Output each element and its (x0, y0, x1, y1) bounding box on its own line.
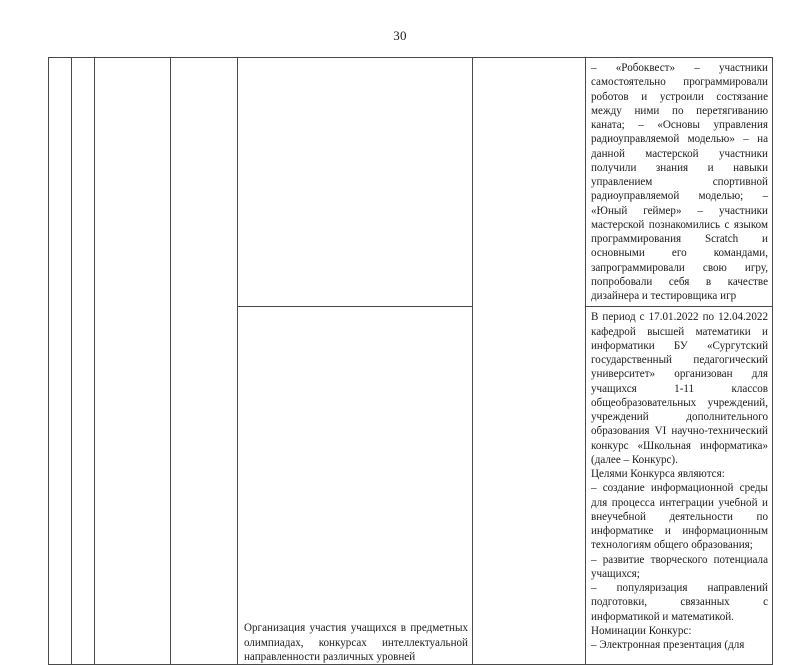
goal-item: – развитие творческого потенциала учащихся; (591, 553, 768, 580)
cell-col3 (95, 58, 171, 665)
cell-col2 (72, 58, 95, 665)
table-row (49, 58, 773, 307)
cell-col6 (473, 58, 586, 665)
goals-heading: Целями Конкурса являются: (591, 468, 725, 480)
goal-item: – создание информационной среды для процесса интеграции учебной и внеучебной деятельности по информатике и информационным технологиям общего образования; (591, 482, 768, 552)
cell-col4 (171, 58, 238, 665)
cell-description-row1 (586, 58, 773, 307)
cell-activity-row2 (238, 307, 473, 665)
nominations-heading: Номинации Конкурс: (591, 624, 692, 637)
cell-description-row2 (586, 307, 773, 665)
goal-item: – популяризация направлений подготовки, связанных с информатикой и математикой. (591, 582, 768, 623)
cell-col1 (49, 58, 72, 665)
nomination-item: – Электронная презентация (для (591, 639, 745, 651)
description-text-row1: – «Робоквест» – участники самостоятельно программировали роботов и устроили состязание между ними по перетягиванию каната; – «Основы управления радиоуправляемой моделью» – на данной мастерской участники получили знания и навыки управлением спортивной радиоуправляемой моделью; – «Юный геймер» – участники мастерской познакомились с языком программирования Scratch и основными его командами, запрограммировали свою игру, попробовали себя в качестве дизайнера и тестировщика игр (591, 62, 768, 302)
description-text-row2: В период с 17.01.2022 по 12.04.2022 кафедрой высшей математики и информатики БУ «Сургутский государственный педагогический университет» организован для учащихся 1-11 классов общеобразовательных учреждений, учреждений дополнительного образования VI научно-технический конкурс «Школьная информатика» (далее – Конкурс). (591, 311, 768, 466)
content-table (48, 57, 773, 665)
activity-text-row2: Организация участия учащихся в предметных олимпиадах, конкурсах интеллектуальной направленности различных уровней (244, 622, 468, 663)
page-number: 30 (393, 28, 407, 43)
cell-activity-row1 (238, 58, 473, 307)
